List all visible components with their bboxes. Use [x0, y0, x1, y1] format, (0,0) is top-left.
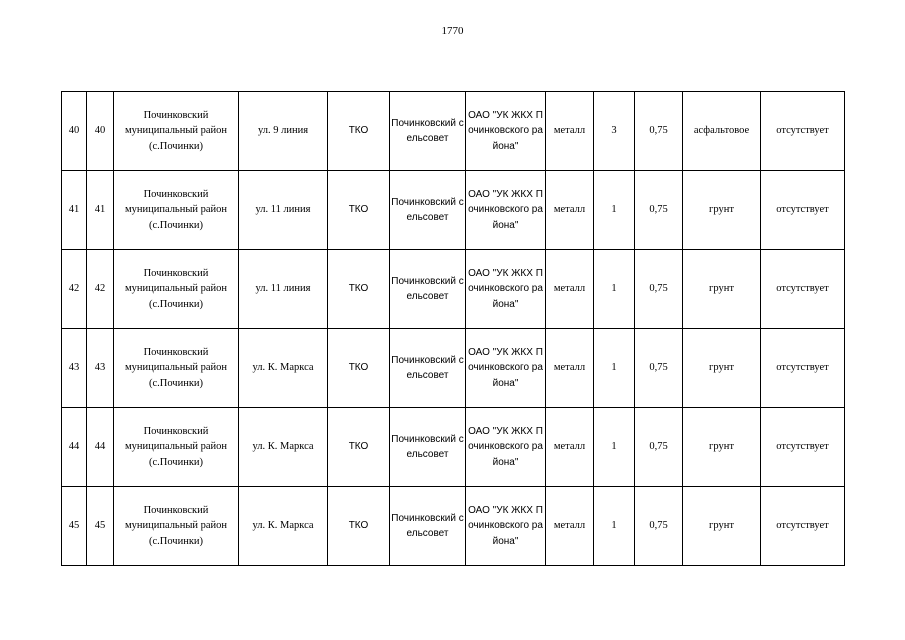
address-cell: ул. 11 линия — [239, 250, 328, 329]
district-cell: Починковский муниципальный район (с.Починки) — [114, 250, 239, 329]
operator-cell: ОАО "УК ЖКХ Починковского района" — [466, 408, 546, 487]
owner-cell: Починковский сельсовет — [390, 250, 466, 329]
district-cell: Починковский муниципальный район (с.Починки) — [114, 408, 239, 487]
owner-cell: Починковский сельсовет — [390, 408, 466, 487]
container-material-cell: металл — [546, 92, 594, 171]
container-material-cell: металл — [546, 487, 594, 566]
surface-type-cell: асфальтовое — [683, 92, 761, 171]
district-cell: Починковский муниципальный район (с.Починки) — [114, 92, 239, 171]
surface-type-cell: грунт — [683, 329, 761, 408]
surface-type-cell: грунт — [683, 487, 761, 566]
district-cell: Починковский муниципальный район (с.Починки) — [114, 487, 239, 566]
site-number-cell: 44 — [87, 408, 114, 487]
operator-cell: ОАО "УК ЖКХ Починковского района" — [466, 329, 546, 408]
table-row — [62, 92, 845, 171]
owner-cell: Починковский сельсовет — [390, 92, 466, 171]
container-material-cell: металл — [546, 329, 594, 408]
container-count-cell: 3 — [594, 92, 635, 171]
row-number-cell: 43 — [62, 329, 87, 408]
waste-type-cell: ТКО — [328, 250, 390, 329]
fence-cell: отсутствует — [761, 250, 845, 329]
row-number-cell: 45 — [62, 487, 87, 566]
container-volume-cell: 0,75 — [635, 329, 683, 408]
owner-cell: Починковский сельсовет — [390, 171, 466, 250]
operator-cell: ОАО "УК ЖКХ Починковского района" — [466, 250, 546, 329]
address-cell: ул. К. Маркса — [239, 487, 328, 566]
container-count-cell: 1 — [594, 329, 635, 408]
surface-type-cell: грунт — [683, 171, 761, 250]
waste-type-cell: ТКО — [328, 171, 390, 250]
fence-cell: отсутствует — [761, 329, 845, 408]
table-row — [62, 171, 845, 250]
container-volume-cell: 0,75 — [635, 487, 683, 566]
container-volume-cell: 0,75 — [635, 92, 683, 171]
owner-cell: Починковский сельсовет — [390, 487, 466, 566]
operator-cell: ОАО "УК ЖКХ Починковского района" — [466, 487, 546, 566]
table-row — [62, 250, 845, 329]
district-cell: Починковский муниципальный район (с.Починки) — [114, 171, 239, 250]
container-count-cell: 1 — [594, 487, 635, 566]
site-number-cell: 42 — [87, 250, 114, 329]
address-cell: ул. К. Маркса — [239, 329, 328, 408]
site-number-cell: 41 — [87, 171, 114, 250]
table-row — [62, 329, 845, 408]
container-volume-cell: 0,75 — [635, 408, 683, 487]
container-volume-cell: 0,75 — [635, 171, 683, 250]
address-cell: ул. К. Маркса — [239, 408, 328, 487]
row-number-cell: 42 — [62, 250, 87, 329]
table-row — [62, 487, 845, 566]
operator-cell: ОАО "УК ЖКХ Починковского района" — [466, 92, 546, 171]
container-material-cell: металл — [546, 250, 594, 329]
waste-type-cell: ТКО — [328, 92, 390, 171]
fence-cell: отсутствует — [761, 92, 845, 171]
row-number-cell: 41 — [62, 171, 87, 250]
surface-type-cell: грунт — [683, 408, 761, 487]
table-body — [62, 92, 845, 566]
address-cell: ул. 11 линия — [239, 171, 328, 250]
site-number-cell: 45 — [87, 487, 114, 566]
table-row — [62, 408, 845, 487]
container-volume-cell: 0,75 — [635, 250, 683, 329]
site-number-cell: 40 — [87, 92, 114, 171]
surface-type-cell: грунт — [683, 250, 761, 329]
fence-cell: отсутствует — [761, 408, 845, 487]
row-number-cell: 44 — [62, 408, 87, 487]
container-count-cell: 1 — [594, 171, 635, 250]
site-number-cell: 43 — [87, 329, 114, 408]
waste-site-registry-table — [61, 91, 845, 566]
container-count-cell: 1 — [594, 250, 635, 329]
owner-cell: Починковский сельсовет — [390, 329, 466, 408]
district-cell: Починковский муниципальный район (с.Починки) — [114, 329, 239, 408]
waste-type-cell: ТКО — [328, 408, 390, 487]
page-number: 1770 — [441, 25, 464, 37]
container-material-cell: металл — [546, 408, 594, 487]
waste-type-cell: ТКО — [328, 329, 390, 408]
fence-cell: отсутствует — [761, 487, 845, 566]
container-count-cell: 1 — [594, 408, 635, 487]
row-number-cell: 40 — [62, 92, 87, 171]
operator-cell: ОАО "УК ЖКХ Починковского района" — [466, 171, 546, 250]
container-material-cell: металл — [546, 171, 594, 250]
waste-type-cell: ТКО — [328, 487, 390, 566]
address-cell: ул. 9 линия — [239, 92, 328, 171]
fence-cell: отсутствует — [761, 171, 845, 250]
